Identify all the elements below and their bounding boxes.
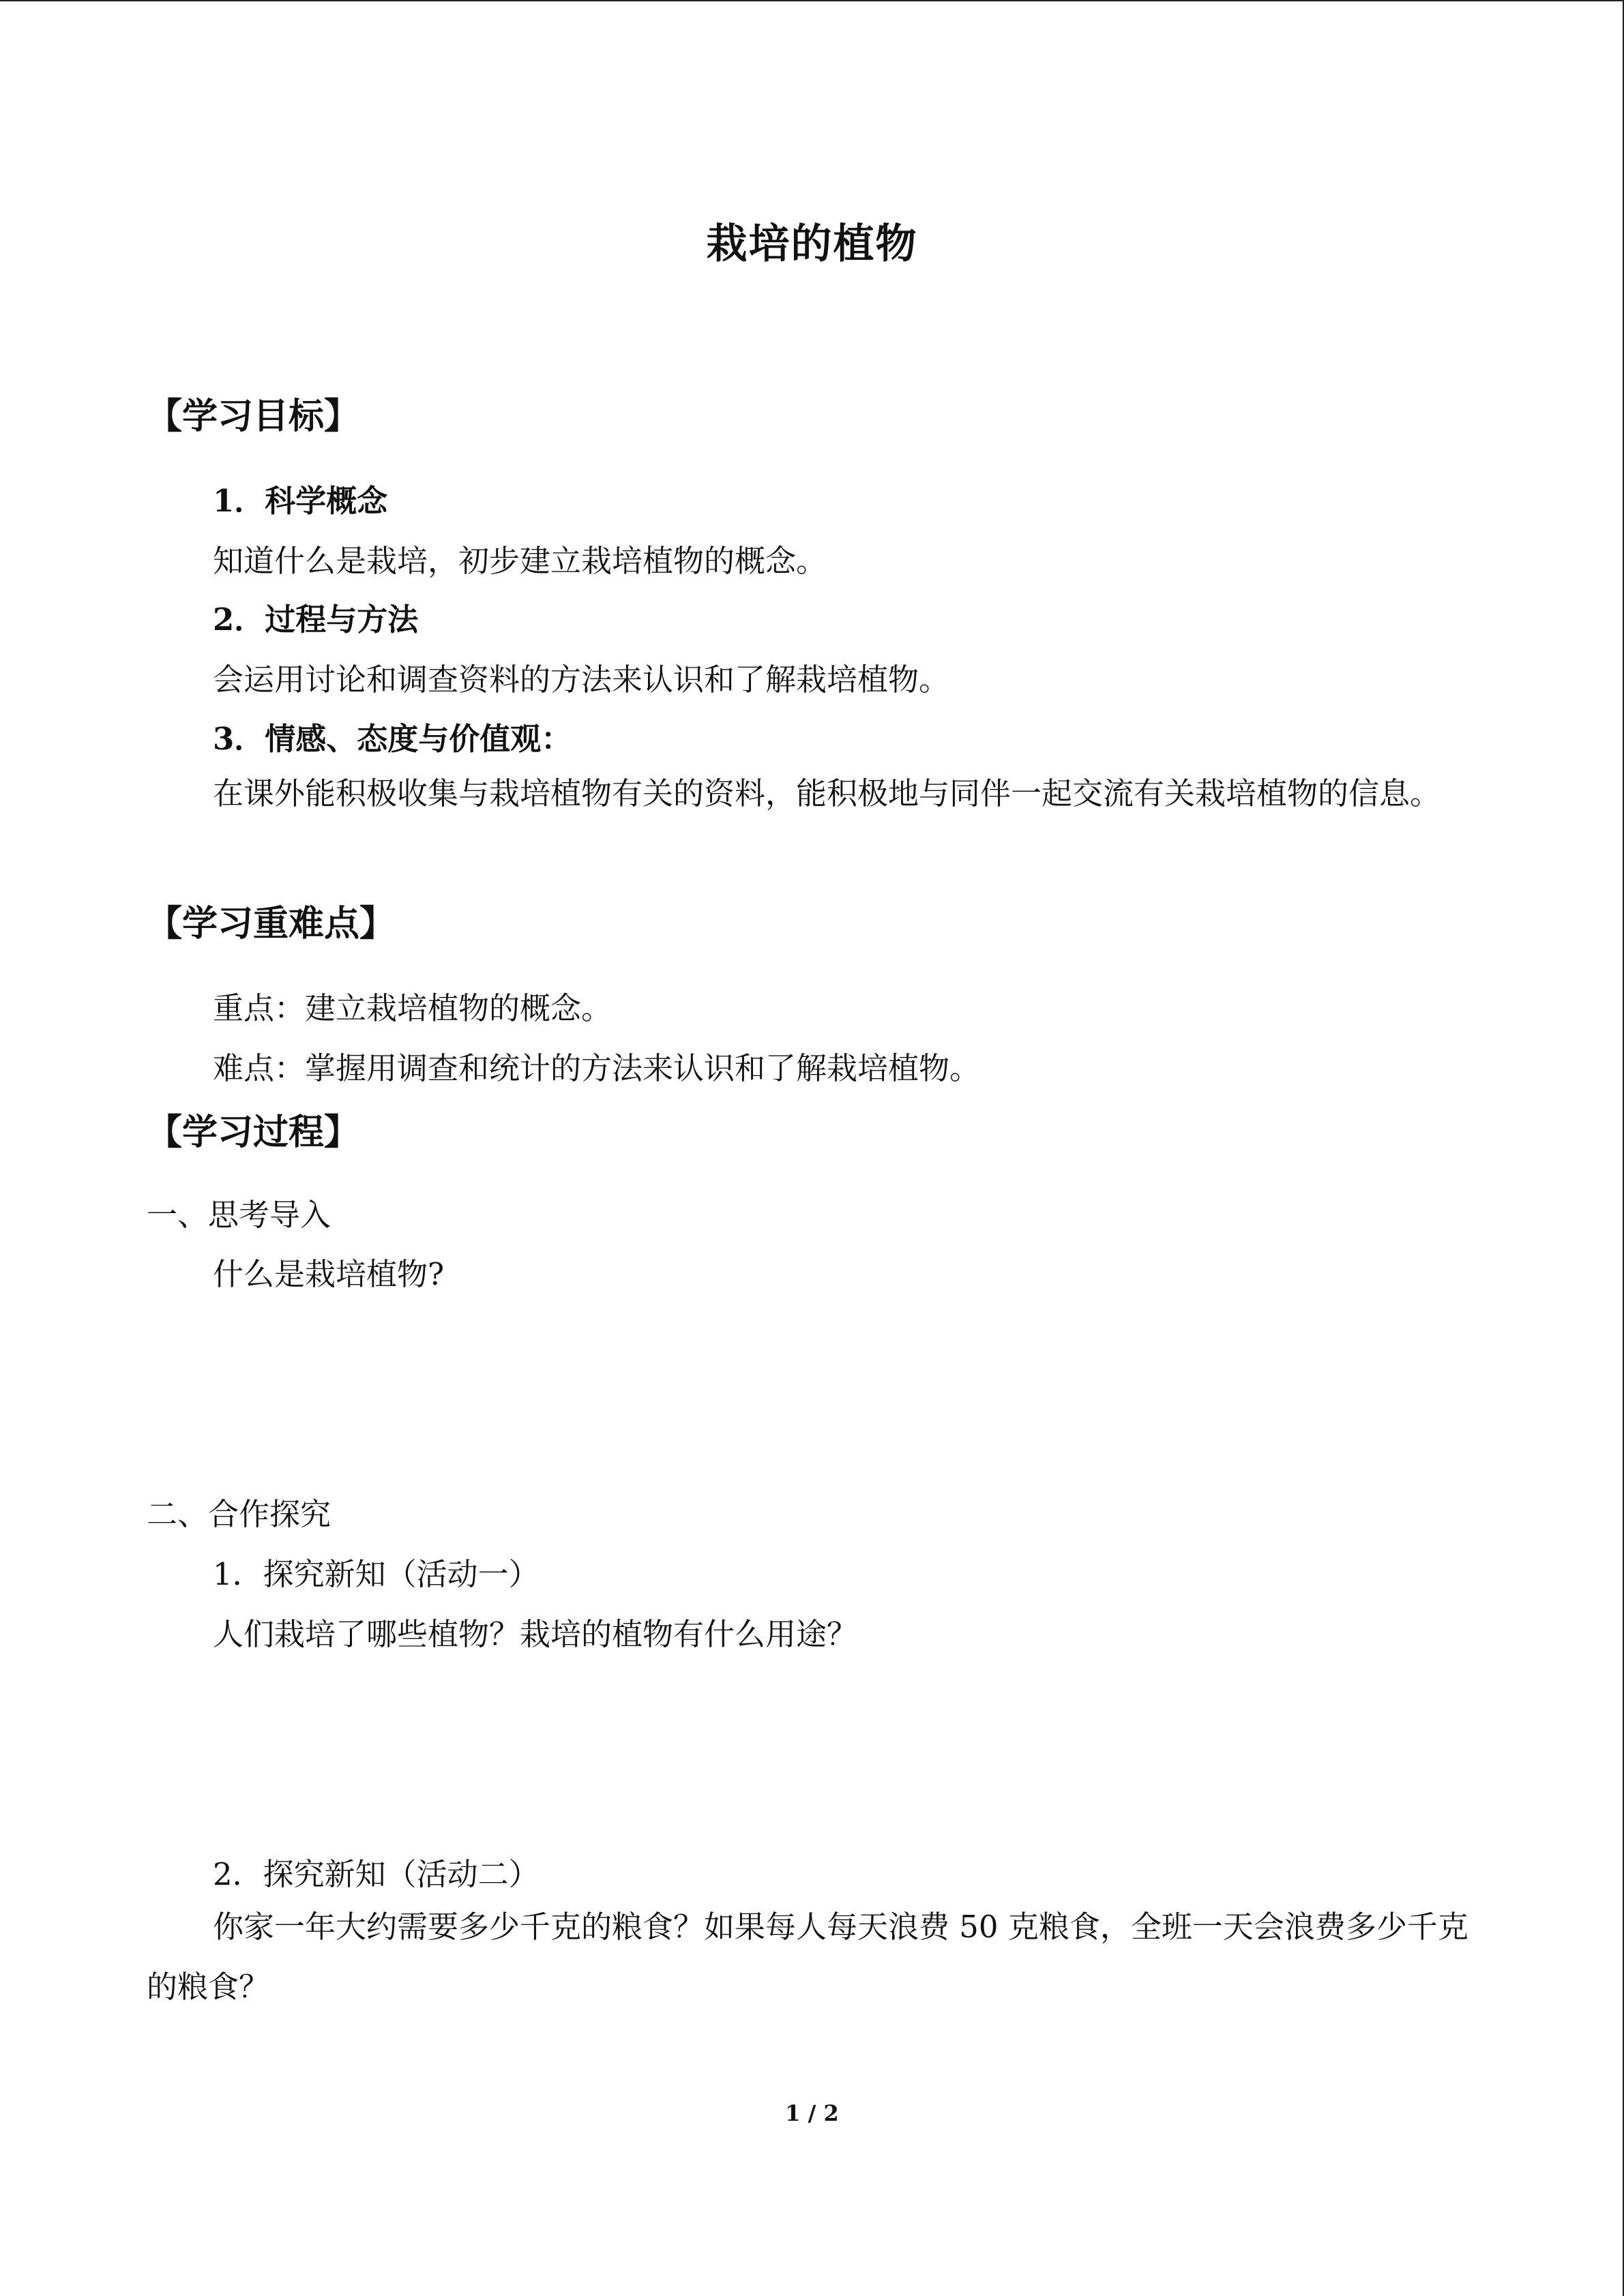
process-heading: 【学习过程】 [147, 1112, 360, 1153]
activity-2-title: 2．探究新知（活动二） [213, 1856, 540, 1892]
objective-3-text: 在课外能积极收集与栽培植物有关的资料，能积极地与同伴一起交流有关栽培植物的信息。 [213, 775, 1441, 811]
activity-1-question: 人们栽培了哪些植物？栽培的植物有什么用途？ [213, 1616, 858, 1652]
difficulty-text: 难点：掌握用调查和统计的方法来认识和了解栽培植物。 [213, 1050, 981, 1086]
focus-text: 重点：建立栽培植物的概念。 [213, 990, 612, 1026]
objectives-heading: 【学习目标】 [147, 396, 360, 437]
objective-2-text: 会运用讨论和调查资料的方法来认识和了解栽培植物。 [213, 661, 950, 698]
objective-1-title: 1．科学概念 [213, 483, 388, 519]
part-1-title: 一、思考导入 [147, 1197, 331, 1233]
activity-2-question: 你家一年大约需要多少千克的粮食？如果每人每天浪费 50 克粮食，全班一天会浪费多少千克的粮食？ [147, 1909, 1468, 2005]
part-1-question: 什么是栽培植物? [213, 1256, 445, 1292]
objective-2-title: 2．过程与方法 [213, 601, 419, 638]
part-2-title: 二、合作探究 [147, 1496, 331, 1532]
document-title: 栽培的植物 [706, 220, 918, 268]
objective-1-text: 知道什么是栽培，初步建立栽培植物的概念。 [213, 543, 827, 579]
objective-3-title: 3．情感、态度与价值观： [213, 721, 572, 757]
key-points-heading: 【学习重难点】 [147, 903, 396, 944]
page-border-top [0, 0, 1624, 1]
activity-1-title: 1．探究新知（活动一） [213, 1556, 540, 1592]
page-number: 1 / 2 [785, 2100, 839, 2126]
